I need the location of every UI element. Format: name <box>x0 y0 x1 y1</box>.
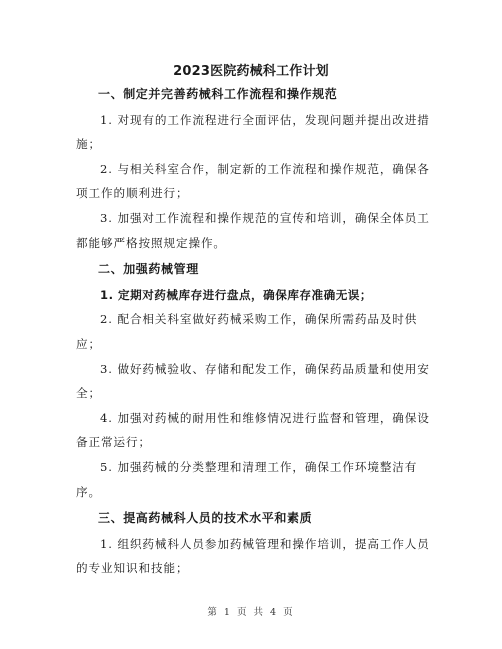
paragraph-line: 5. 加强药械的分类整理和清理工作，确保工作环境整洁有 <box>100 459 418 474</box>
section-heading-2: 二、加强药械管理 <box>98 262 199 277</box>
paragraph-line: 备正常运行； <box>76 435 151 450</box>
paragraph-line: 2. 与相关科室合作，制定新的工作流程和操作规范，确保各 <box>100 161 430 176</box>
paragraph-line: 全； <box>76 386 101 401</box>
paragraph-line: 施； <box>76 137 101 152</box>
paragraph-line: 的专业知识和技能； <box>76 561 189 576</box>
paragraph-line: 3. 加强对工作流程和操作规范的宣传和培训，确保全体员工 <box>100 210 430 225</box>
document-title: 2023医院药械科工作计划 <box>173 64 329 79</box>
paragraph-line: 2. 配合相关科室做好药械采购工作，确保所需药品及时供 <box>100 312 418 327</box>
paragraph-line: 1. 定期对药械库存进行盘点，确保库存准确无误； <box>100 287 372 302</box>
paragraph-line: 项工作的顺利进行； <box>76 186 189 201</box>
section-heading-1: 一、制定并完善药械科工作流程和操作规范 <box>98 87 338 101</box>
page-footer: 第 1 页 共 4 页 <box>207 607 295 618</box>
paragraph-line: 序。 <box>76 484 101 499</box>
paragraph-line: 应； <box>76 336 101 351</box>
document-body <box>76 80 432 581</box>
paragraph-line: 1. 对现有的工作流程进行全面评估，发现问题并提出改进措 <box>100 112 430 127</box>
paragraph-line: 4. 加强对药械的耐用性和维修情况进行监督和管理，确保设 <box>100 410 430 425</box>
section-heading-3: 三、提高药械科人员的技术水平和素质 <box>98 511 313 526</box>
paragraph-line: 都能够严格按照规定操作。 <box>76 235 226 250</box>
paragraph-line: 3. 做好药械验收、存储和配发工作，确保药品质量和使用安 <box>100 361 430 376</box>
paragraph-line: 1. 组织药械科人员参加药械管理和操作培训，提高工作人员 <box>100 536 430 551</box>
